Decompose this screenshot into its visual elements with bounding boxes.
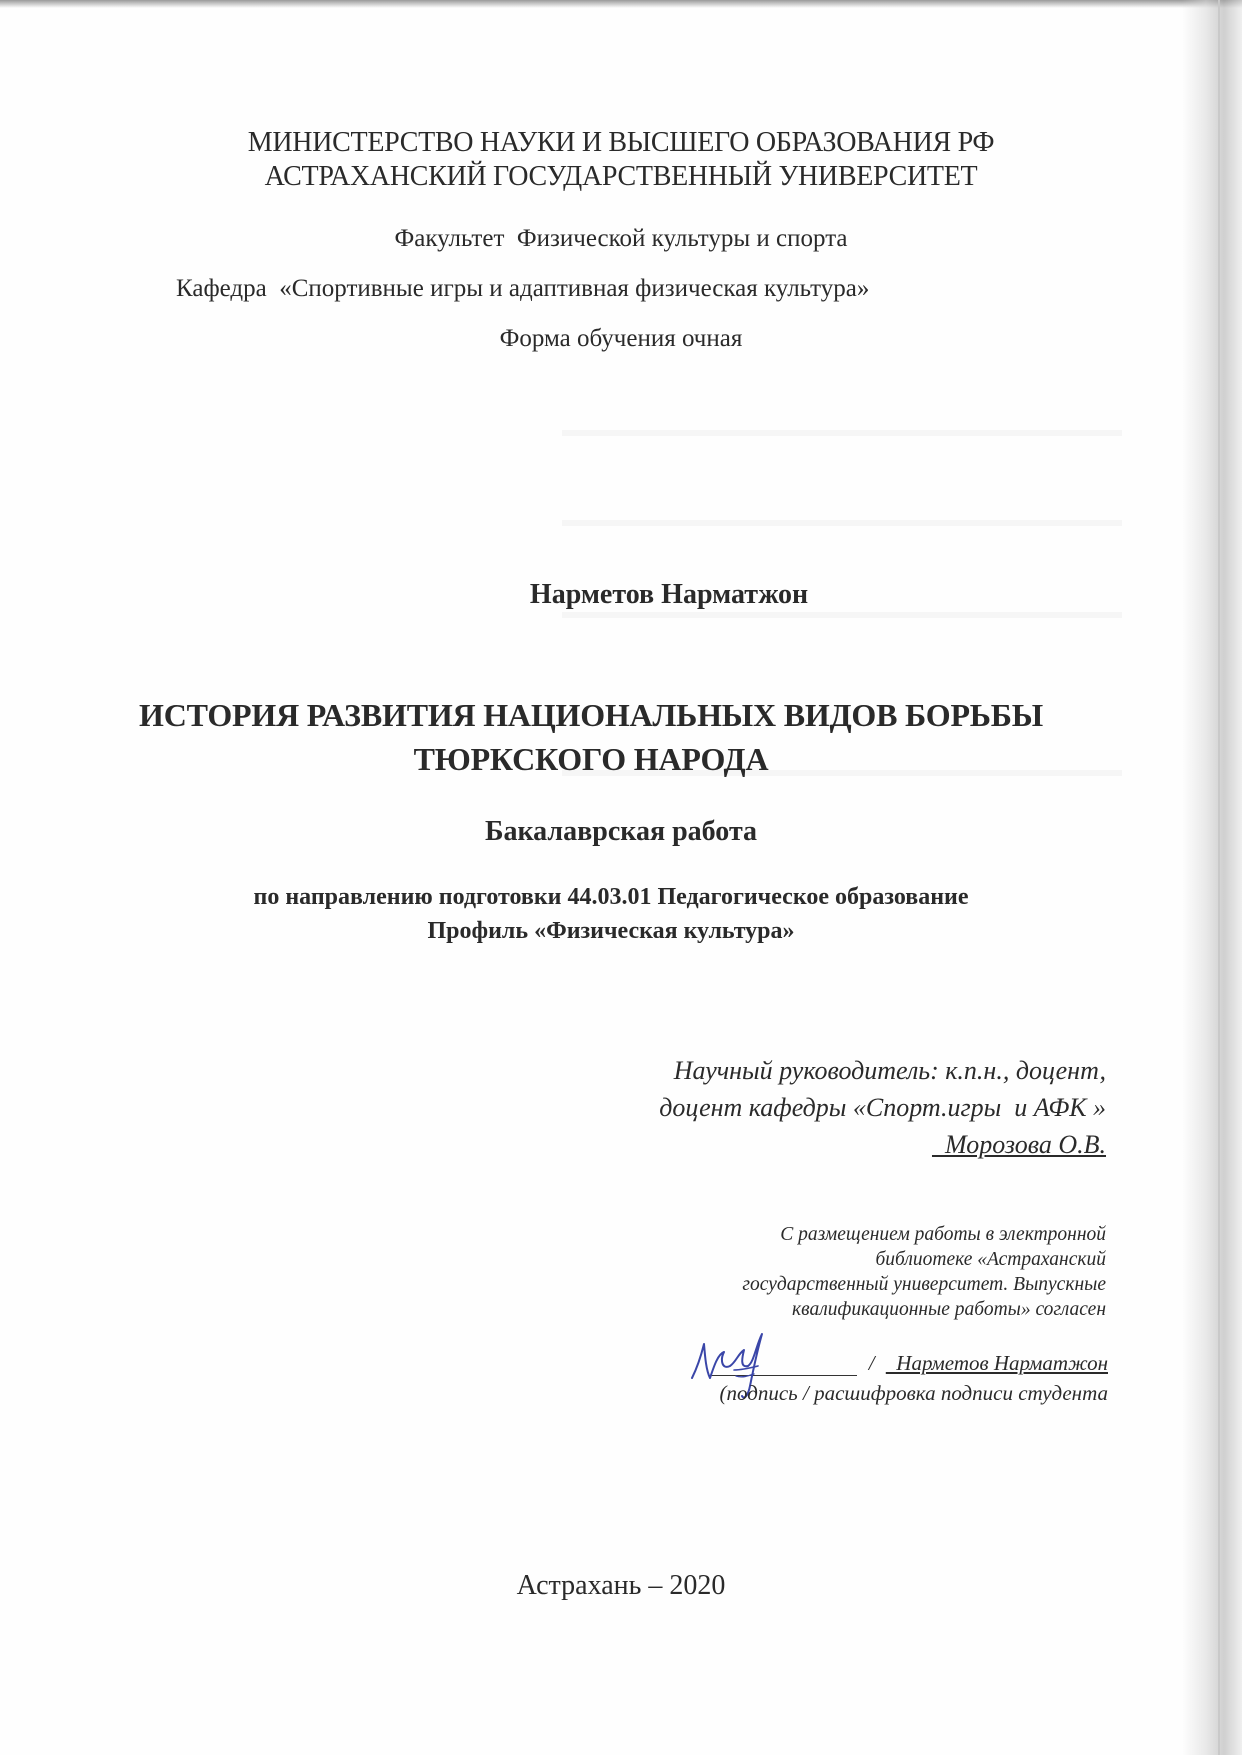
study-form-line: Форма обучения очная [499, 325, 743, 352]
city-year: Астрахань – 2020 [516, 1570, 726, 1601]
thesis-title-line: ИСТОРИЯ РАЗВИТИЯ НАЦИОНАЛЬНЫХ ВИДОВ БОРЬБЫ [139, 697, 1043, 733]
work-type: Бакалаврская работа [484, 816, 758, 847]
signature-caption: (подпись / расшифровка подписи студента [719, 1381, 1108, 1405]
profile-line: Профиль «Физическая культура» [427, 918, 795, 944]
ministry-line: МИНИСТЕРСТВО НАУКИ И ВЫСШЕГО ОБРАЗОВАНИЯ РФ [247, 127, 995, 158]
thesis-title-line: ТЮРКСКОГО НАРОДА [413, 741, 769, 777]
author-name: Нарметов Нарматжон [529, 579, 809, 610]
bleed-through-line [562, 612, 1122, 618]
bleed-through-line [562, 430, 1122, 436]
signature-separator: / [868, 1351, 875, 1375]
ministry-heading [0, 126, 1242, 194]
bleed-through-line [562, 520, 1122, 526]
supervisor-block [659, 1052, 1106, 1163]
supervisor-line: Научный руководитель: к.п.н., доцент, [673, 1056, 1106, 1085]
scan-right-edge [1182, 0, 1242, 1755]
department-line: Кафедра «Спортивные игры и адаптивная физическая культура» [176, 275, 870, 302]
consent-line: С размещением работы в электронной [780, 1224, 1106, 1245]
supervisor-line: доцент кафедры «Спорт.игры и АФК » [659, 1093, 1106, 1122]
consent-line: государственный университет. Выпускные [742, 1274, 1106, 1295]
faculty-line: Факультет Физической культуры и спорта [394, 225, 848, 252]
scan-top-edge [0, 0, 1242, 8]
study-direction [0, 880, 1232, 948]
scan-right-line [1218, 0, 1220, 1755]
supervisor-name [659, 1126, 1106, 1163]
university-line: АСТРАХАНСКИЙ ГОСУДАРСТВЕННЫЙ УНИВЕРСИТЕТ [264, 161, 978, 192]
consent-line: квалификационные работы» согласен [792, 1299, 1106, 1320]
thesis-title [0, 693, 1212, 781]
direction-line: по направлению подготовки 44.03.01 Педагогическое образование [253, 884, 969, 910]
supervisor-name-text: Морозова О.В. [931, 1130, 1106, 1159]
consent-line: библиотеке «Астраханский [875, 1249, 1106, 1270]
student-name: Нарметов Нарматжон [885, 1351, 1108, 1375]
consent-block [742, 1222, 1106, 1322]
